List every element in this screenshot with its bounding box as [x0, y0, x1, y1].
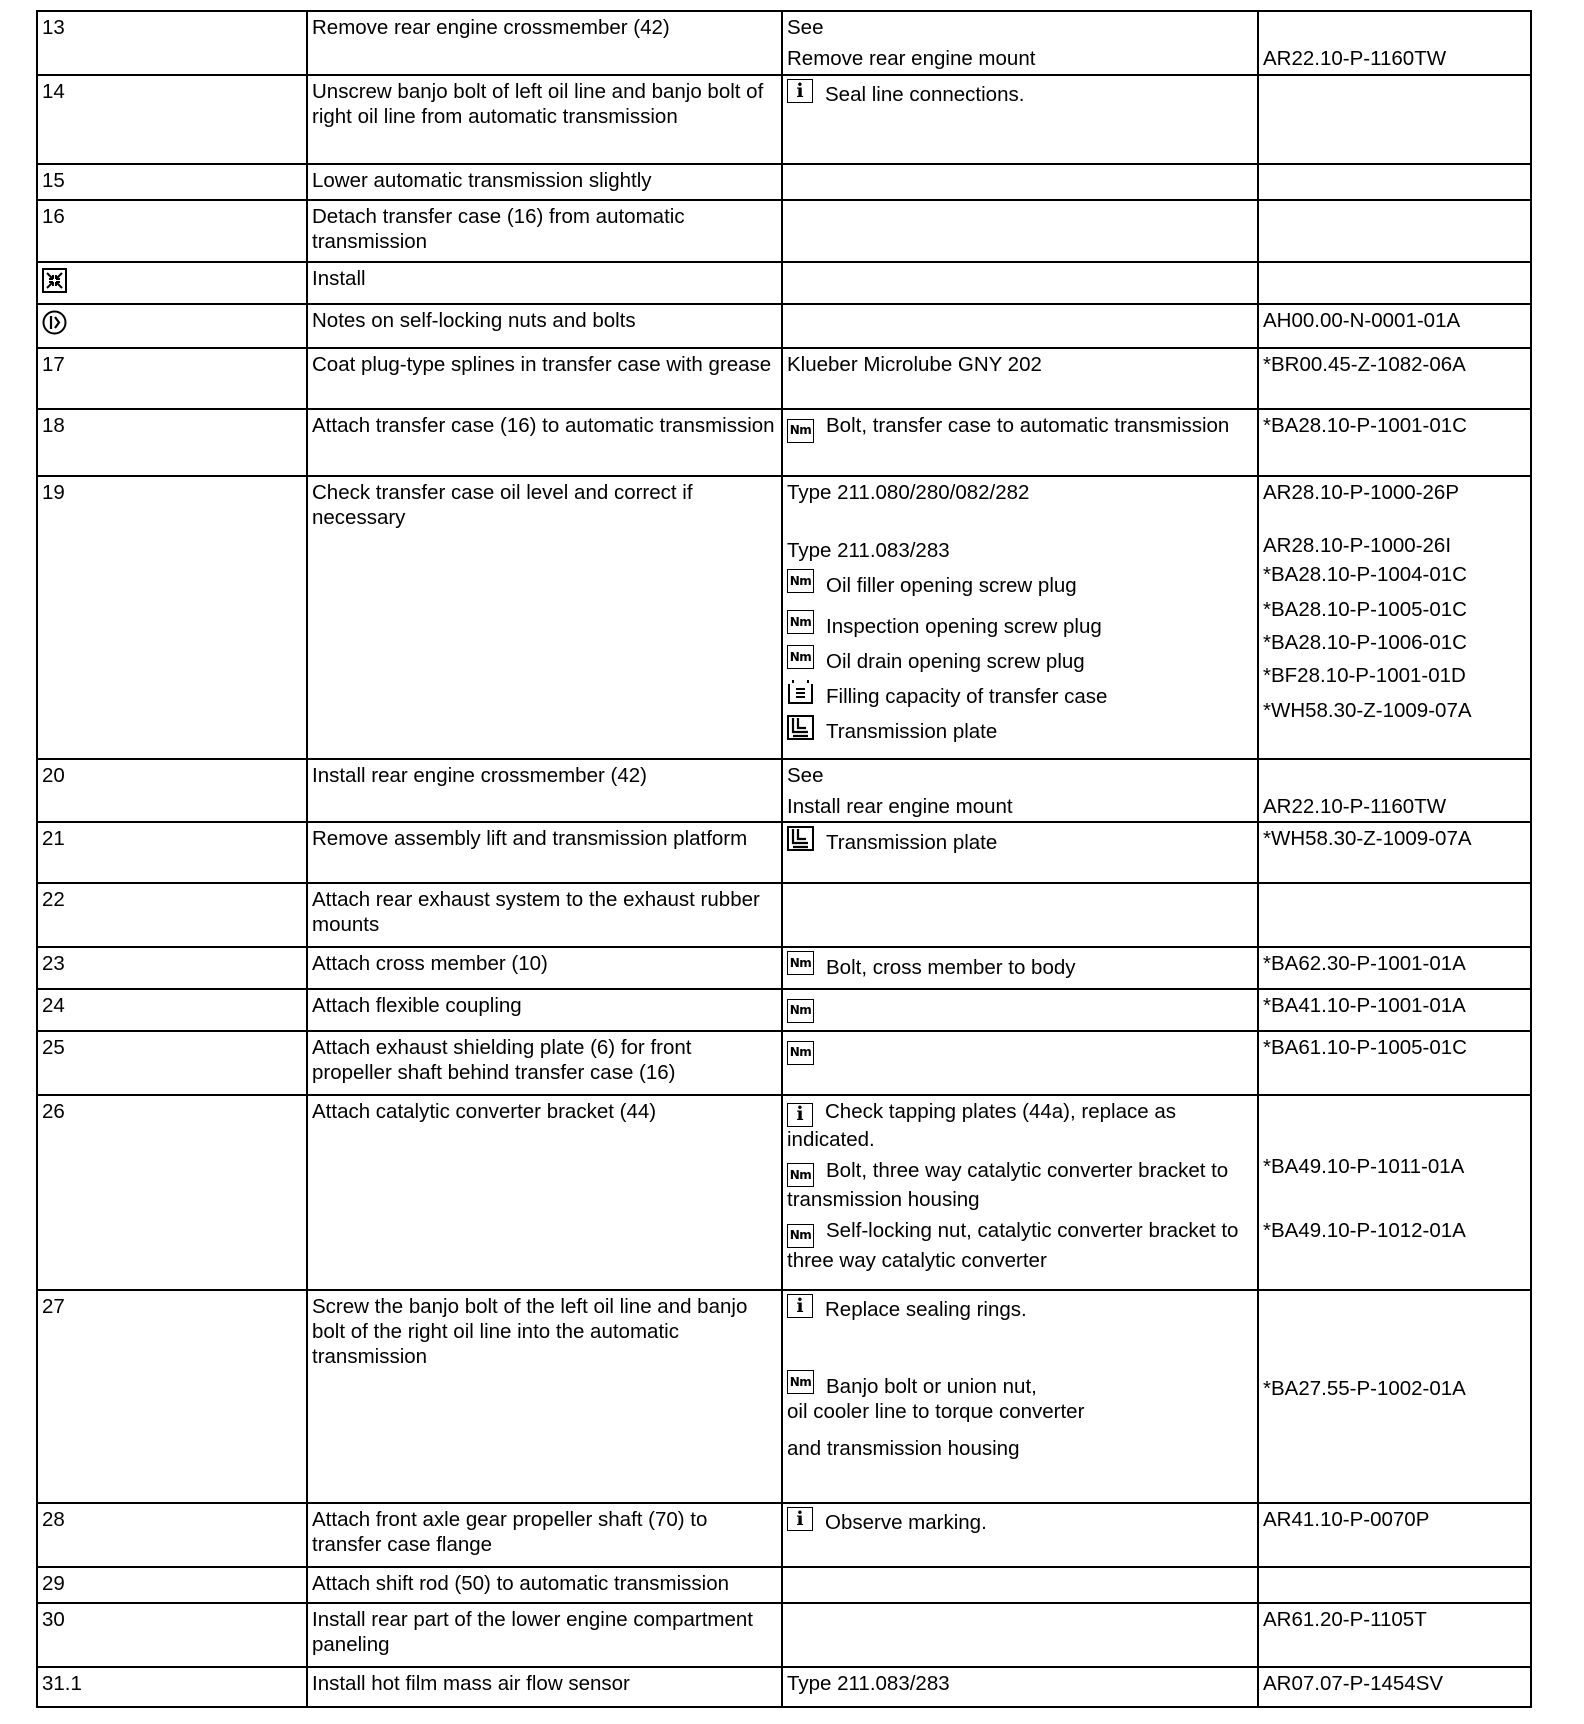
table-row — [37, 304, 1531, 348]
step-note — [782, 262, 1258, 304]
torque-icon: Nm — [787, 645, 814, 669]
step-reference — [1258, 1095, 1531, 1290]
reference-link[interactable]: *BF28.10-P-1001-01D — [1263, 664, 1466, 687]
table-row — [37, 989, 1531, 1031]
step-number: 19 — [37, 476, 307, 759]
step-note — [782, 989, 1258, 1031]
step-action: Install hot film mass air flow sensor — [307, 1667, 782, 1707]
step-number — [37, 262, 307, 304]
step-number: 14 — [37, 75, 307, 164]
info-icon: i — [787, 1103, 813, 1127]
table-row — [37, 1503, 1531, 1567]
step-note — [782, 1503, 1258, 1567]
reference-link[interactable]: *BA28.10-P-1006-01C — [1263, 631, 1467, 654]
step-number: 22 — [37, 883, 307, 947]
table-row — [37, 1095, 1531, 1290]
table-row — [37, 1667, 1531, 1707]
note-text: Bolt, cross member to body — [826, 956, 1076, 979]
step-reference — [1258, 1503, 1531, 1567]
step-action: Attach shift rod (50) to automatic transmission — [307, 1567, 782, 1603]
step-note — [782, 75, 1258, 164]
torque-icon: Nm — [787, 1163, 814, 1187]
step-note — [782, 1567, 1258, 1603]
step-action: Attach catalytic converter bracket (44) — [307, 1095, 782, 1290]
step-note — [782, 759, 1258, 822]
step-reference — [1258, 1290, 1531, 1503]
table-row — [37, 262, 1531, 304]
step-reference — [1258, 11, 1531, 75]
step-action: Attach rear exhaust system to the exhaust rubber mounts — [307, 883, 782, 947]
note-text: Bolt, transfer case to automatic transmission — [826, 414, 1230, 437]
note-text: Type 211.080/280/082/282 — [787, 481, 1030, 504]
reference-link[interactable]: *BA27.55-P-1002-01A — [1263, 1377, 1466, 1400]
note-text: Filling capacity of transfer case — [826, 685, 1108, 708]
step-number: 18 — [37, 409, 307, 476]
table-row — [37, 11, 1531, 75]
table-row — [37, 164, 1531, 200]
step-note — [782, 947, 1258, 989]
self-locking-nut-icon — [42, 310, 67, 335]
step-number: 24 — [37, 989, 307, 1031]
step-number: 15 — [37, 164, 307, 200]
table-row — [37, 1567, 1531, 1603]
torque-icon: Nm — [787, 569, 814, 593]
step-reference — [1258, 1667, 1531, 1707]
step-note — [782, 476, 1258, 759]
reference-link[interactable]: *BA28.10-P-1005-01C — [1263, 598, 1467, 621]
step-action: Attach front axle gear propeller shaft (70) to transfer case flange — [307, 1503, 782, 1567]
table-row — [37, 409, 1531, 476]
step-number: 27 — [37, 1290, 307, 1503]
step-note — [782, 883, 1258, 947]
step-reference — [1258, 75, 1531, 164]
step-number: 23 — [37, 947, 307, 989]
step-note — [782, 1031, 1258, 1095]
step-number — [37, 304, 307, 348]
step-number: 29 — [37, 1567, 307, 1603]
step-reference — [1258, 883, 1531, 947]
table-row — [37, 822, 1531, 883]
step-action: Attach transfer case (16) to automatic transmission — [307, 409, 782, 476]
step-action: Attach cross member (10) — [307, 947, 782, 989]
note-text: Replace sealing rings. — [825, 1298, 1027, 1321]
step-number: 26 — [37, 1095, 307, 1290]
oil-capacity-icon — [787, 680, 814, 705]
torque-icon: Nm — [787, 610, 814, 634]
note-text: Bolt, three way catalytic converter bracket to transmission housing — [787, 1158, 1229, 1211]
note-text: Oil filler opening screw plug — [826, 574, 1077, 597]
step-action: Install rear part of the lower engine compartment paneling — [307, 1603, 782, 1667]
reference-link[interactable]: AH00.00-N-0001-01A — [1263, 309, 1461, 332]
info-icon: i — [787, 79, 813, 103]
step-number: 31.1 — [37, 1667, 307, 1707]
info-icon: i — [787, 1294, 813, 1318]
table-row — [37, 947, 1531, 989]
note-text: Transmission plate — [826, 720, 998, 743]
step-action: Attach exhaust shielding plate (6) for front propeller shaft behind transfer case (16) — [307, 1031, 782, 1095]
table-row — [37, 75, 1531, 164]
note-text: Observe marking. — [825, 1511, 987, 1534]
torque-icon: Nm — [787, 951, 814, 975]
transmission-plate-icon — [787, 826, 814, 851]
note-text: Check tapping plates (44a), replace as indicated. — [787, 1100, 1176, 1151]
note-text: Type 211.083/283 — [787, 539, 950, 562]
step-action: Screw the banjo bolt of the left oil line and banjo bolt of the right oil line into the automatic transmission — [307, 1290, 782, 1503]
step-number: 16 — [37, 200, 307, 262]
step-number: 30 — [37, 1603, 307, 1667]
step-note — [782, 164, 1258, 200]
step-action: Check transfer case oil level and correct if necessary — [307, 476, 782, 759]
reference-link[interactable]: *BR00.45-Z-1082-06A — [1263, 353, 1466, 376]
step-note — [782, 409, 1258, 476]
table-row — [37, 1290, 1531, 1503]
step-reference — [1258, 476, 1531, 759]
reference-link[interactable]: *BA41.10-P-1001-01A — [1263, 994, 1466, 1017]
step-number: 28 — [37, 1503, 307, 1567]
table-row — [37, 200, 1531, 262]
step-action: Notes on self-locking nuts and bolts — [307, 304, 782, 348]
step-action: Remove assembly lift and transmission platform — [307, 822, 782, 883]
reference-link[interactable]: AR22.10-P-1160TW — [1263, 47, 1447, 70]
step-action: Detach transfer case (16) from automatic transmission — [307, 200, 782, 262]
info-icon: i — [787, 1507, 813, 1531]
step-reference — [1258, 164, 1531, 200]
reference-link[interactable]: *BA28.10-P-1004-01C — [1263, 563, 1467, 586]
table-row — [37, 1031, 1531, 1095]
torque-icon: Nm — [787, 1370, 814, 1394]
step-action: Install rear engine crossmember (42) — [307, 759, 782, 822]
step-action: Attach flexible coupling — [307, 989, 782, 1031]
reference-link[interactable]: AR07.07-P-1454SV — [1263, 1672, 1444, 1695]
step-reference — [1258, 200, 1531, 262]
note-text: Self-locking nut, catalytic converter bracket to three way catalytic converter — [787, 1219, 1239, 1272]
step-action: Unscrew banjo bolt of left oil line and banjo bolt of right oil line from automatic transmission — [307, 75, 782, 164]
step-note — [782, 822, 1258, 883]
reference-link[interactable]: AR22.10-P-1160TW — [1263, 795, 1447, 818]
step-number: 17 — [37, 348, 307, 409]
reference-link[interactable]: AR28.10-P-1000-26I — [1263, 534, 1452, 557]
table-row — [37, 1603, 1531, 1667]
step-reference — [1258, 348, 1531, 409]
note-text: Seal line connections. — [825, 83, 1025, 106]
reference-link[interactable]: *WH58.30-Z-1009-07A — [1263, 699, 1472, 722]
torque-icon: Nm — [787, 1224, 814, 1248]
step-note — [782, 304, 1258, 348]
torque-icon: Nm — [787, 999, 814, 1023]
reference-link[interactable]: *WH58.30-Z-1009-07A — [1263, 827, 1472, 850]
step-reference — [1258, 409, 1531, 476]
step-action: Remove rear engine crossmember (42) — [307, 11, 782, 75]
step-note: Type 211.083/283 — [782, 1667, 1258, 1707]
step-action: Install — [307, 262, 782, 304]
reference-link[interactable]: *BA61.10-P-1005-01C — [1263, 1036, 1467, 1059]
step-reference — [1258, 947, 1531, 989]
note-text: Install rear engine mount — [787, 795, 1013, 818]
see-label: See — [787, 764, 824, 787]
step-note — [782, 1290, 1258, 1503]
note-text: Inspection opening screw plug — [826, 615, 1102, 638]
step-number: 13 — [37, 11, 307, 75]
step-number: 21 — [37, 822, 307, 883]
table-row — [37, 476, 1531, 759]
note-text: oil cooler line to torque converter — [787, 1400, 1085, 1423]
reference-link[interactable]: *BA49.10-P-1012-01A — [1263, 1219, 1466, 1242]
reference-link[interactable]: AR41.10-P-0070P — [1263, 1508, 1430, 1531]
note-text: Transmission plate — [826, 831, 998, 854]
reference-link[interactable]: *BA28.10-P-1001-01C — [1263, 414, 1467, 437]
step-action: Lower automatic transmission slightly — [307, 164, 782, 200]
torque-icon: Nm — [787, 419, 814, 443]
note-text: Oil drain opening screw plug — [826, 650, 1085, 673]
step-reference — [1258, 1031, 1531, 1095]
step-note: Klueber Microlube GNY 202 — [782, 348, 1258, 409]
step-number: 25 — [37, 1031, 307, 1095]
table-row — [37, 759, 1531, 822]
step-reference — [1258, 822, 1531, 883]
step-reference — [1258, 262, 1531, 304]
reference-link[interactable]: *BA62.30-P-1001-01A — [1263, 952, 1466, 975]
step-number: 20 — [37, 759, 307, 822]
table-row — [37, 883, 1531, 947]
step-reference — [1258, 759, 1531, 822]
note-text: Remove rear engine mount — [787, 47, 1036, 70]
step-note — [782, 200, 1258, 262]
step-reference — [1258, 1603, 1531, 1667]
install-icon — [42, 268, 67, 293]
step-note — [782, 1603, 1258, 1667]
reference-link[interactable]: AR61.20-P-1105T — [1263, 1608, 1427, 1631]
reference-link[interactable]: AR28.10-P-1000-26P — [1263, 481, 1460, 504]
step-note — [782, 1095, 1258, 1290]
step-reference — [1258, 1567, 1531, 1603]
transmission-plate-icon — [787, 715, 814, 740]
note-text: Banjo bolt or union nut, — [826, 1375, 1037, 1398]
torque-icon: Nm — [787, 1041, 814, 1065]
reference-link[interactable]: *BA49.10-P-1011-01A — [1263, 1155, 1465, 1178]
procedure-table — [36, 10, 1532, 1708]
see-label: See — [787, 16, 824, 39]
note-text: and transmission housing — [787, 1437, 1020, 1460]
step-action: Coat plug-type splines in transfer case with grease — [307, 348, 782, 409]
step-reference — [1258, 989, 1531, 1031]
step-reference — [1258, 304, 1531, 348]
table-row — [37, 348, 1531, 409]
step-note — [782, 11, 1258, 75]
